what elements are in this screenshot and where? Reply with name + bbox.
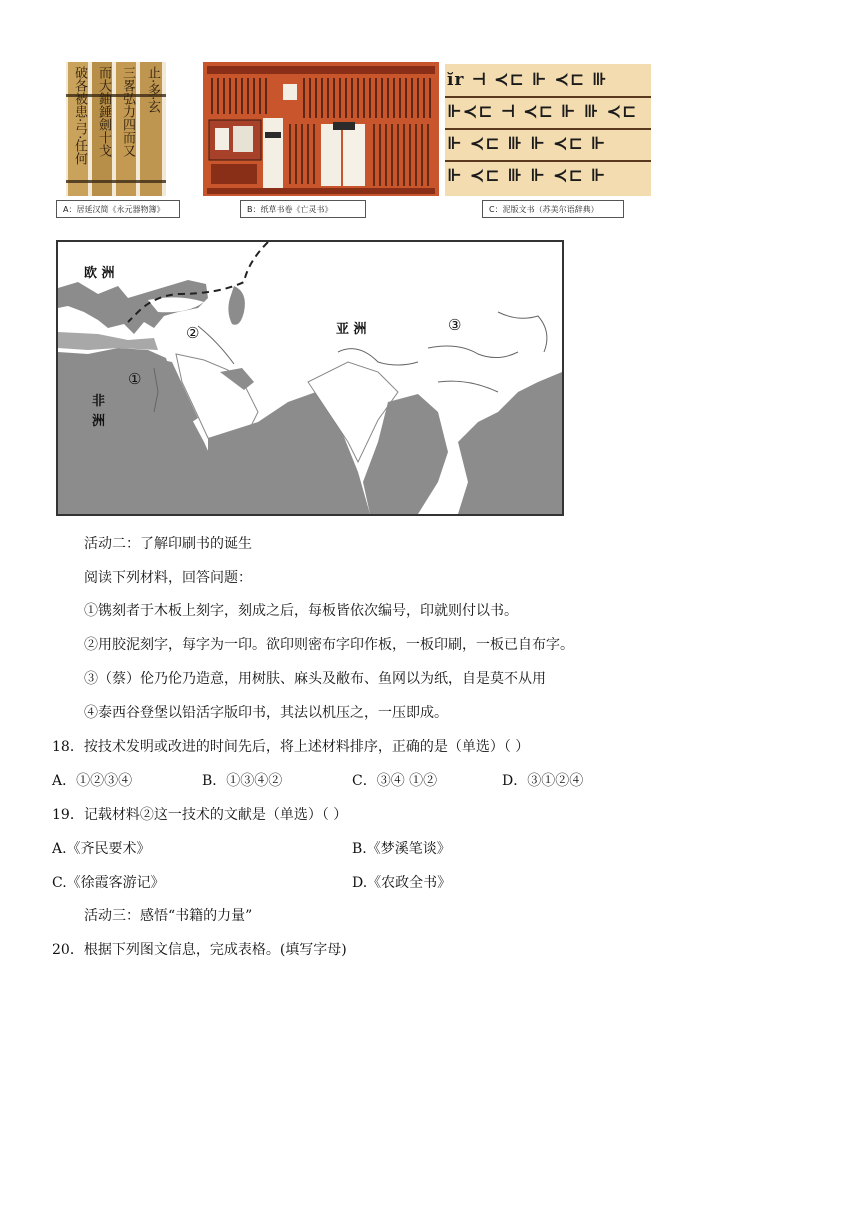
- cuneiform-row-1: ĭr ⊣ ≺⊏ ⊩ ≺⊏ ⊪: [447, 70, 609, 90]
- image-b-caption: B：纸草书卷《亡灵书》: [240, 200, 366, 218]
- slip-text-4: 止·多·玄: [145, 66, 160, 114]
- q19-stem: 19．记载材料②这一技术的文献是（单选）（ ）: [52, 807, 348, 823]
- map-label-africa-2: 洲: [92, 414, 106, 429]
- activity2-intro: 阅读下列材料，回答问题：: [84, 570, 252, 586]
- material-3: ③（蔡）伦乃伦乃造意，用树肤、麻头及敝布、鱼网以为纸，自是莫不从用: [84, 671, 546, 687]
- q19-option-d[interactable]: D.《农政全书》: [352, 875, 452, 891]
- material-1: ①镌刻者于木板上刻字，刻成之后，每板皆依次编号，印就则付以书。: [84, 603, 518, 619]
- map-marker-3: ③: [448, 316, 462, 334]
- activity3-title: 活动三：感悟“书籍的力量”: [84, 908, 253, 924]
- activity2-title: 活动二：了解印刷书的诞生: [84, 536, 252, 552]
- map-label-europe: 欧 洲: [84, 266, 115, 281]
- q18-option-a[interactable]: A．①②③④: [52, 773, 133, 789]
- q19-option-b[interactable]: B.《梦溪笔谈》: [352, 841, 451, 857]
- map-label-asia: 亚 洲: [336, 322, 367, 337]
- q19-option-a[interactable]: A.《齐民要术》: [52, 841, 151, 857]
- map-eurasia: [56, 240, 564, 516]
- slip-text-3: 三畧弘力四而又: [120, 66, 135, 157]
- map-marker-2: ②: [186, 324, 200, 342]
- slip-text-2: 而大鈾錘劍十戈: [96, 66, 111, 157]
- q19-option-c[interactable]: C.《徐霞客游记》: [52, 875, 165, 891]
- q18-stem: 18．按技术发明或改进的时间先后，将上述材料排序，正确的是（单选）（ ）: [52, 739, 530, 755]
- image-a-bamboo-slips: [66, 62, 166, 196]
- map-label-africa-1: 非: [92, 394, 106, 409]
- image-c-caption: C：泥版文书（苏美尔语辞典）: [482, 200, 624, 218]
- cuneiform-row-2: ⊩≺⊏ ⊣ ≺⊏ ⊩ ⊪ ≺⊏: [447, 102, 638, 122]
- cuneiform-row-4: ⊩ ≺⊏ ⊪ ⊩ ≺⊏ ⊩: [447, 166, 607, 186]
- material-4: ④泰西谷登堡以铅活字版印书，其法以机压之，一压即成。: [84, 705, 448, 721]
- papyrus-graphic: [203, 62, 439, 196]
- image-c-clay-tablet: [445, 64, 651, 196]
- slip-text-1: 破各被患·弓·任何: [72, 66, 87, 166]
- q18-option-c[interactable]: C．③④ ①②: [352, 773, 438, 789]
- image-b-papyrus: [203, 62, 439, 196]
- q18-option-b[interactable]: B．①③④②: [202, 773, 283, 789]
- q18-option-d[interactable]: D．③①②④: [502, 773, 584, 789]
- cuneiform-row-3: ⊩ ≺⊏ ⊪ ⊩ ≺⊏ ⊩: [447, 134, 607, 154]
- map-marker-1: ①: [128, 370, 142, 388]
- image-a-caption: A：居延汉简《永元器物簿》: [56, 200, 180, 218]
- q20-stem: 20．根据下列图文信息，完成表格。(填写字母): [52, 942, 347, 958]
- material-2: ②用胶泥刻字，每字为一印。欲印则密布字印作板，一板印刷，一板已自布字。: [84, 637, 574, 653]
